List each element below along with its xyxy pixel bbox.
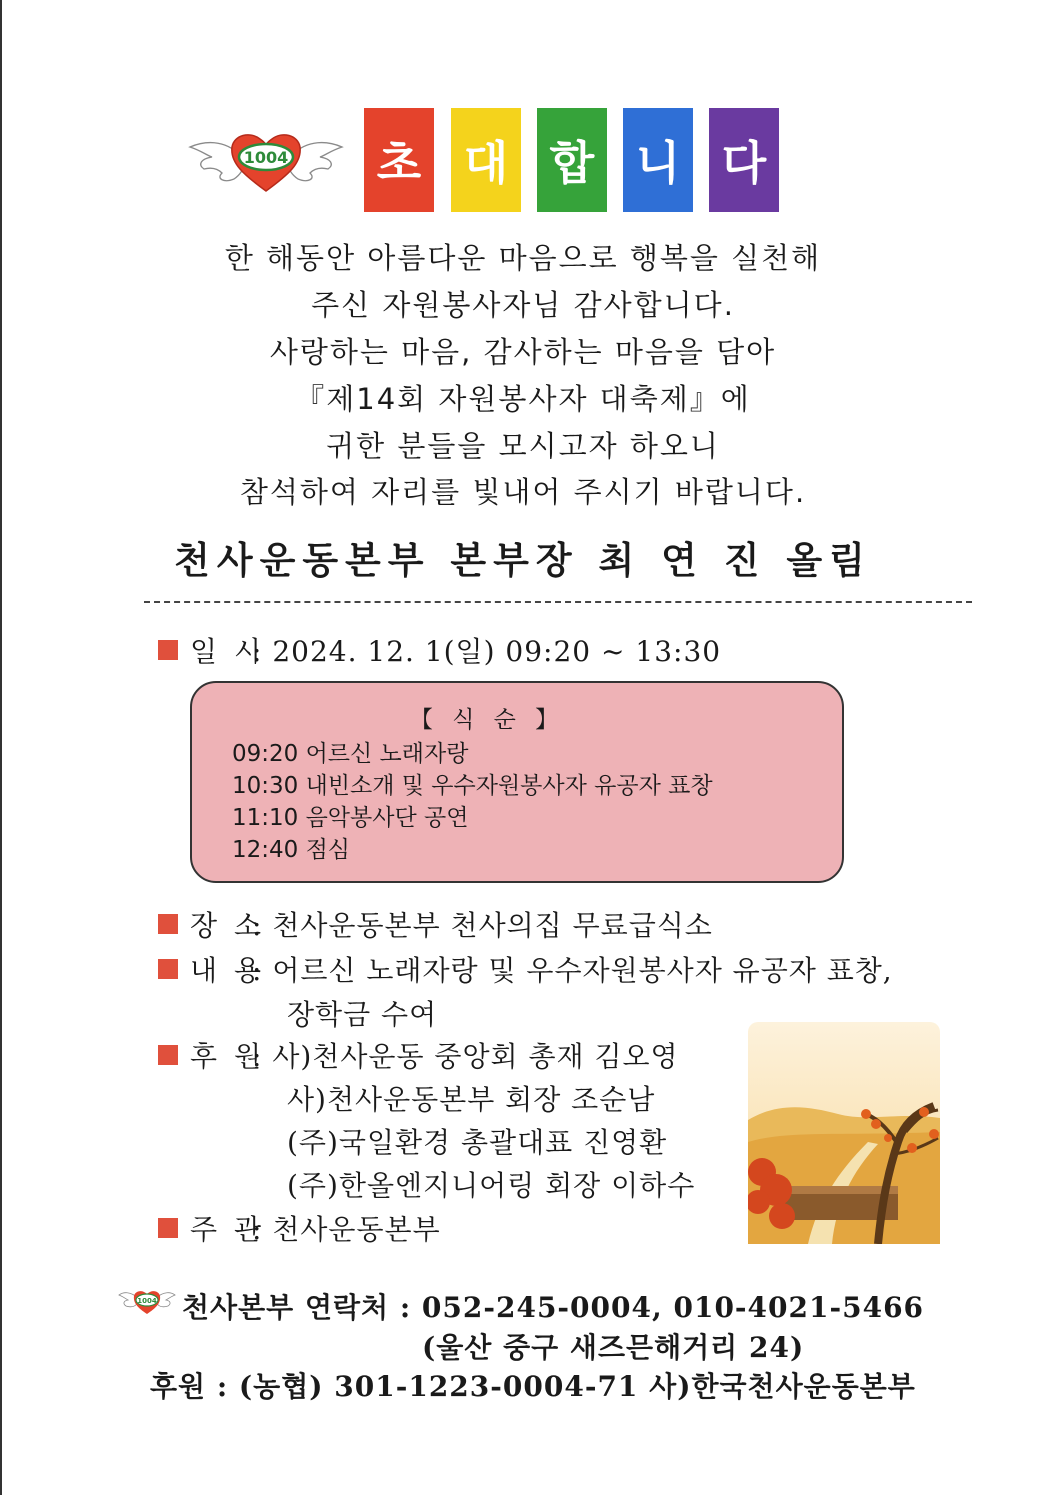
title-box-1	[364, 108, 434, 212]
square-bullet-icon	[158, 959, 178, 979]
title-box-5	[709, 108, 779, 212]
content-label: 내 용	[190, 954, 265, 987]
schedule-box	[190, 681, 844, 883]
angel-1004-logo-small	[118, 1286, 176, 1316]
title-char: 니	[635, 136, 681, 190]
date-label: 일 시	[190, 635, 265, 668]
square-bullet-icon	[158, 640, 178, 660]
host-row	[158, 1208, 441, 1248]
title-box-2	[451, 108, 521, 212]
place-value: : 천사운동본부 천사의집 무료급식소	[252, 909, 713, 942]
title-char: 다	[721, 136, 767, 190]
title-char: 합	[549, 136, 595, 190]
content-row	[158, 949, 893, 989]
title-char: 대	[463, 136, 509, 190]
sponsor-item: (주)한올엔지니어링 회장 이하수	[287, 1169, 696, 1202]
intro-line: 사랑하는 마음, 감사하는 마음을 담아	[269, 335, 777, 369]
title-box-4	[623, 108, 693, 212]
square-bullet-icon	[158, 1218, 178, 1238]
title-char: 초	[376, 136, 422, 190]
logo-number: 1004	[243, 148, 289, 167]
intro-line: 참석하여 자리를 빛내어 주시기 바랍니다.	[239, 475, 807, 509]
angel-1004-logo	[188, 125, 344, 195]
sponsor-label: 후 원	[190, 1040, 265, 1073]
place-row	[158, 904, 713, 944]
date-row	[158, 630, 721, 670]
date-value: : 2024. 12. 1(일) 09:20 ~ 13:30	[252, 635, 722, 668]
schedule-item: 11:10 음악봉사단 공연	[232, 805, 469, 831]
address-line: (울산 중구 새즈믄해거리 24)	[422, 1331, 805, 1364]
sponsor-row	[158, 1035, 679, 1075]
schedule-item: 09:20 어르신 노래자랑	[232, 741, 469, 767]
intro-line: 『제14회 자원봉사자 대축제』에	[295, 382, 751, 416]
signature: 천사운동본부 본부장 최 연 진 올림	[174, 539, 872, 582]
host-label: 주 관	[190, 1213, 265, 1246]
schedule-title: 【 식 순 】	[409, 707, 565, 733]
square-bullet-icon	[158, 1045, 178, 1065]
contact-line: 천사본부 연락처 : 052-245-0004, 010-4021-5466	[182, 1291, 925, 1324]
sponsor-item: 사)천사운동본부 회장 조순남	[287, 1083, 656, 1116]
intro-line: 주신 자원봉사자님 감사합니다.	[311, 288, 735, 322]
sponsor-value: : 사)천사운동 중앙회 총재 김오영	[252, 1040, 679, 1073]
host-value: : 천사운동본부	[252, 1213, 441, 1246]
square-bullet-icon	[158, 914, 178, 934]
content-value-cont: 장학금 수여	[287, 998, 438, 1031]
page-edge	[0, 0, 2, 1495]
logo-number-small: 1004	[137, 1297, 157, 1305]
schedule-item: 10:30 내빈소개 및 우수자원봉사자 유공자 표창	[232, 773, 713, 799]
sponsor-item: (주)국일환경 총괄대표 진영환	[287, 1126, 668, 1159]
autumn-persimmon-tree-illustration	[748, 1022, 940, 1244]
account-line: 후원 : (농협) 301-1223-0004-71 사)한국천사운동본부	[150, 1370, 916, 1403]
dashed-divider	[144, 601, 972, 603]
intro-line: 한 해동안 아름다운 마음으로 행복을 실천해	[224, 241, 822, 275]
place-label: 장 소	[190, 909, 265, 942]
schedule-item: 12:40 점심	[232, 837, 351, 863]
content-value: : 어르신 노래자랑 및 우수자원봉사자 유공자 표창,	[252, 954, 893, 987]
title-box-3	[537, 108, 607, 212]
intro-line: 귀한 분들을 모시고자 하오니	[326, 429, 720, 463]
